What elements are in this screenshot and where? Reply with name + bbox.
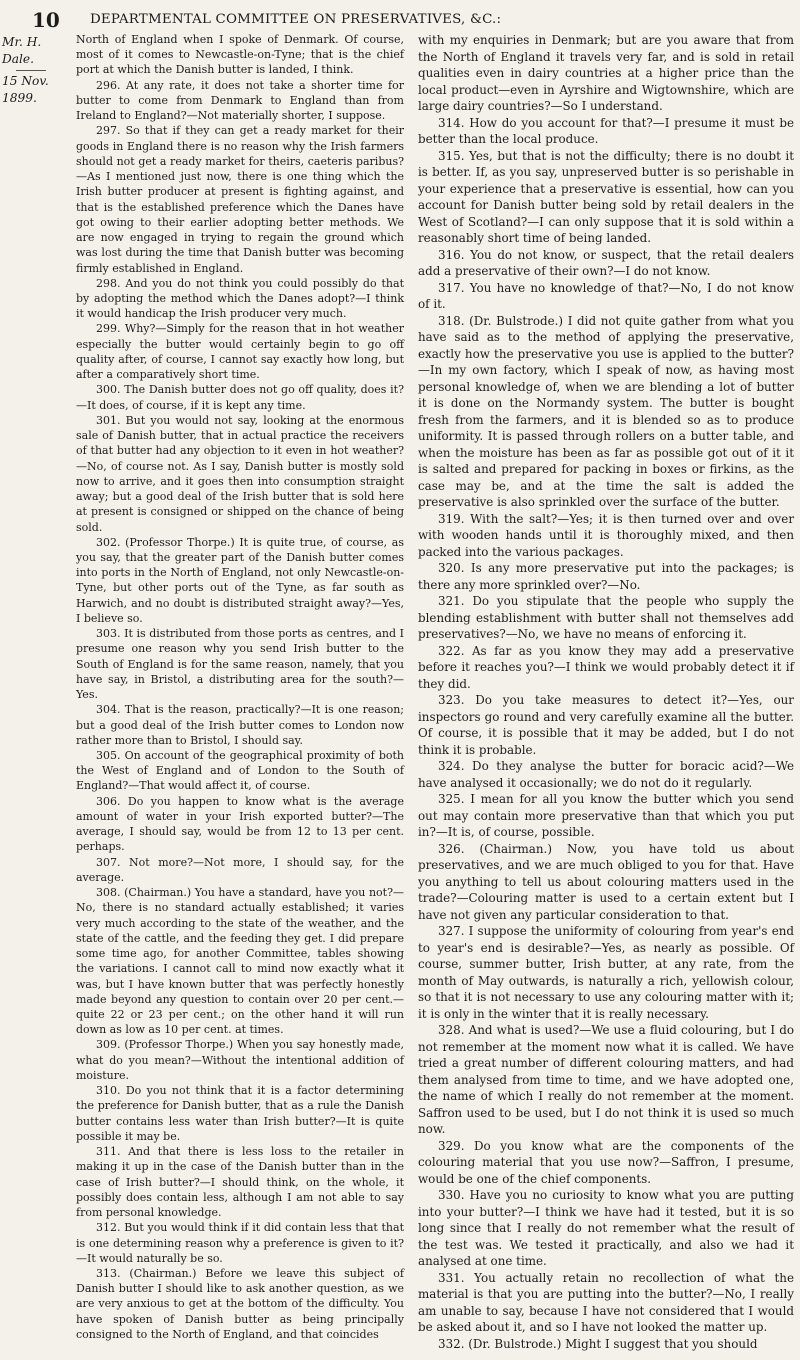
paragraph: 298. And you do not think you could possibly do that by adopting the method which the Danes adopt?—I think it would handicap the Irish producer very much. — [76, 276, 404, 321]
witness-name: Mr. H. Dale. — [2, 35, 42, 66]
paragraph: 303. It is distributed from those ports as centres, and I presume one reason why you send Irish butter to the South of England is for the same reason, namely, that you have say, in Bristol, a distributing area for the south?—Yes. — [76, 627, 404, 702]
paragraph: 318. (Dr. Bulstrode.) I did not quite gather from what you have said as to the method of applying the preservative, exactly how the preservative you use is applied to the butter?—In my own factory, which I speak of now, as having most personal knowledge of, when we are blending a lot of butter it is done on the Normandy system. The butter is bought fresh from the farmers, and it is blended so as to produce uniformity. It is passed through rollers on a butter table, and when the moisture has been as far as possible got out of it it is salted and prepared for packing in boxes or firkins, as the case may be, and at the time the salt is added the preservative is also sprinkled over the surface of the butter. — [418, 313, 794, 509]
paragraph: with my enquiries in Denmark; but are you aware that from the North of England it travels very far, and is sold in retail qualities even in dairy countries at a higher price than the local product—even in Ayrshire and Wigtownshire, which are large dairy countries?—So I understand. — [418, 33, 794, 113]
paragraph: 327. I suppose the uniformity of colouring from year's end to year's end is desirable?—Yes, as nearly as possible. Of course, summer butter, Irish butter, at any rate, from the month of May outwards, is naturally a rich, yellowish colour, so that it is not necessary to use any colouring matter with it; it is only in the winter that it is really necessary. — [418, 924, 794, 1021]
margin-rule — [16, 70, 46, 71]
paragraph: 324. Do they analyse the butter for boracic acid?—We have analysed it occasionally; we do not do it regularly. — [418, 759, 794, 790]
paragraph: 305. On account of the geographical proximity of both the West of England and of London to the South of England?—That would affect it, of course. — [76, 749, 404, 793]
paragraph: 319. With the salt?—Yes; it is then turned over and over with wooden hands until it is thoroughly mixed, and then packed into the various packages. — [418, 511, 794, 559]
paragraph: 329. Do you know what are the components of the colouring material that you use now?—Saffron, I presume, would be one of the chief components. — [418, 1138, 794, 1186]
paragraph: 310. Do you not think that it is a factor determining the preference for Danish butter, that as a rule the Danish butter contains less water than Irish butter?—It is quite possible it may be. — [76, 1084, 404, 1143]
paragraph: 297. So that if they can get a ready market for their goods in England there is no reason why the Irish farmers should not get a ready market for theirs, caeteris paribus?—As I mentioned just now, there is one thing which the Irish butter producer at present is fighting against, and that is the established preference which the Danes have got owing to their earlier adopting better methods. We are now engaged in trying to regain the ground which was lost during the time that Danish butter was becoming firmly established in England. — [76, 124, 404, 275]
paragraph: 314. How do you account for that?—I presume it must be better than the local produce. — [418, 115, 794, 146]
paragraph: 320. Is any more preservative put into the packages; is there any more sprinkled over?—No. — [418, 561, 794, 592]
right-column — [418, 32, 794, 1352]
paragraph: 317. You have no knowledge of that?—No, I do not know of it. — [418, 280, 794, 311]
paragraph: 301. But you would not say, looking at the enormous sale of Danish butter, that in actual practice the receivers of that butter had any objection to it even in hot weather?—No, of course not. As I say, Danish butter is mostly sold now to arrive, and it goes then into consumption straight away; but a good deal of the Irish butter that is sold here at present is consigned or shipped on the chance of being sold. — [76, 413, 404, 534]
evidence-date: 15 Nov. 1899. — [2, 74, 49, 105]
paragraph: 312. But you would think if it did contain less that that is one determining reason why a preference is given to it?—It would naturally be so. — [76, 1221, 404, 1265]
paragraph: 309. (Professor Thorpe.) When you say honestly made, what do you mean?—Without the intentional addition of moisture. — [76, 1038, 404, 1082]
running-head: DEPARTMENTAL COMMITTEE ON PRESERVATIVES, &C.: — [90, 12, 502, 27]
paragraph: 296. At any rate, it does not take a shorter time for butter to come from Denmark to England than from Ireland to England?—Not materially shorter, I suppose. — [76, 78, 404, 123]
paragraph: 316. You do not know, or suspect, that the retail dealers add a preservative of their own?—I do not know. — [418, 247, 794, 278]
page-number: 10 — [32, 8, 60, 32]
paragraph: 315. Yes, but that is not the difficulty; there is no doubt it is better. If, as you say, unpreserved butter is so perishable in your experience that a preservative is essential, how can you account for Danish butter being sold by retail dealers in the West of Scotland?—I can only suppose that it is sold within a reasonably short time of being landed. — [418, 148, 794, 245]
paragraph: 306. Do you happen to know what is the average amount of water in your Irish exported butter?—The average, I should say, would be from 12 to 13 per cent. perhaps. — [76, 794, 404, 854]
paragraph: 323. Do you take measures to detect it?—Yes, our inspectors go round and very carefully examine all the butter. Of course, it is possible that it may be added, but I do not think it is probable. — [418, 693, 794, 757]
paragraph: 304. That is the reason, practically?—It is one reason; but a good deal of the Irish butter comes to London now rather more than to Bristol, I should say. — [76, 703, 404, 747]
paragraph: North of England when I spoke of Denmark. Of course, most of it comes to Newcastle-on-Tyne; that is the chief port at which the Danish butter is landed, I think. — [76, 33, 404, 77]
paragraph: 300. The Danish butter does not go off quality, does it?—It does, of course, if it is kept any time. — [76, 383, 404, 412]
paragraph: 308. (Chairman.) You have a standard, have you not?—No, there is no standard actually established; it varies very much according to the state of the weather, and the state of the cattle, and the feeding they get. I did prepare some time ago, for another Committee, tables showing the variations. I cannot call to mind now exactly what it was, but I have known butter that was perfectly honestly made beyond any question to contain over 20 per cent.—quite 22 or 23 per cent.; on the other hand it will run down as low as 10 per cent. at times. — [76, 886, 404, 1037]
paragraph: 332. (Dr. Bulstrode.) Might I suggest that you should — [438, 1336, 758, 1351]
paragraph: 299. Why?—Simply for the reason that in hot weather especially the butter would certainly begin to go off quality after, of course, I cannot say exactly how long, but after a comparatively short time. — [76, 322, 404, 382]
paragraph: 307. Not more?—Not more, I should say, for the average. — [76, 855, 404, 884]
paragraph: 330. Have you no curiosity to know what you are putting into your butter?—I think we have had it tested, but it is so long since that I really do not remember what the result of the test was. We tested it practically, and also we had it analysed at one time. — [418, 1188, 794, 1268]
paragraph: 321. Do you stipulate that the people who supply the blending establishment with butter shall not themselves add preservatives?—No, we have no means of enforcing it. — [418, 594, 794, 641]
paragraph: 313. (Chairman.) Before we leave this subject of Danish butter I should like to ask another question, as we are very anxious to get at the bottom of the difficulty. You have spoken of Danish butter as being principally consigned to the North of England, and that coincides — [76, 1266, 404, 1341]
paragraph: 322. As far as you know they may add a preservative before it reaches you?—I think we would probably detect it if they did. — [418, 643, 794, 691]
paragraph: 326. (Chairman.) Now, you have told us about preservatives, and we are much obliged to you for that. Have you anything to tell us about colouring matters used in the trade?—Colouring matter is used to a certain extent but I have not given any particular consideration to that. — [418, 841, 794, 922]
paragraph: 311. And that there is less loss to the retailer in making it up in the case of the Danish butter than in the case of Irish butter?—I should think, on the whole, it possibly does contain less, although I am not able to say from personal knowledge. — [76, 1145, 404, 1220]
paragraph: 302. (Professor Thorpe.) It is quite true, of course, as you say, that the greater part of the Danish butter comes into ports in the North of England, not only Newcastle-on-Tyne, but other ports out of the Tyne, as far south as Harwich, and no doubt is distributed straight away?—Yes, I believe so. — [76, 535, 404, 625]
paragraph: 328. And what is used?—We use a fluid colouring, but I do not remember at the moment now what it is called. We have tried a great number of different colouring matters, and had them analysed from time to time, and we have adopted one, the name of which I really do not remember at the moment. Saffron used to be used, but I do not think it is used so much now. — [418, 1023, 794, 1136]
page-header — [0, 8, 800, 32]
margin-note — [2, 34, 68, 107]
left-column — [76, 32, 404, 1342]
paragraph: 325. I mean for all you know the butter which you send out may contain more preservative than that which you put in?—It is, of course, possible. — [418, 792, 794, 839]
paragraph: 331. You actually retain no recollection of what the material is that you are putting into the butter?—No, I really am unable to say, because I have not considered that I would be asked about it, and so I have not looked the matter up. — [418, 1270, 794, 1334]
